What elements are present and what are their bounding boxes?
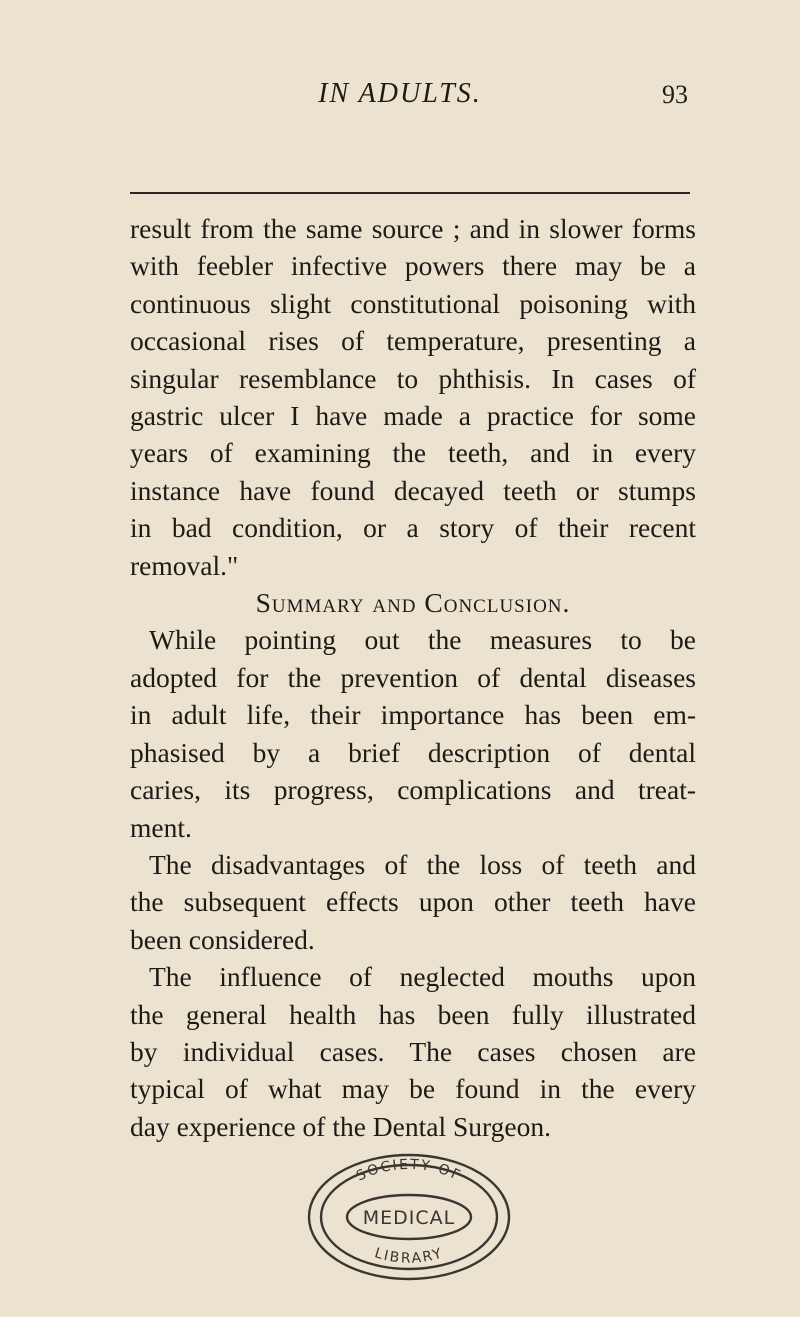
- text-line: with feebler infective powers there may be a: [130, 250, 696, 282]
- text-line: removal.": [130, 549, 239, 581]
- text-line: gastric ulcer I have made a practice for some: [130, 400, 696, 432]
- stamp-bottom-text: LIBRARY: [372, 1245, 446, 1267]
- text-line: occasional rises of temperature, presenting a: [130, 325, 696, 357]
- text-line: typical of what may be found in the every: [130, 1073, 696, 1105]
- running-head: [0, 78, 800, 128]
- text-line: the general health has been fully illustrated: [130, 998, 696, 1030]
- text-line: result from the same source ; and in slower forms: [130, 213, 696, 244]
- text-line: in adult life, their importance has been em-: [130, 699, 696, 731]
- text-line: years of examining the teeth, and in every: [130, 437, 696, 469]
- text-line: been considered.: [130, 923, 315, 955]
- text-line: caries, its progress, complications and treat-: [130, 774, 696, 806]
- header-rule: [130, 192, 690, 194]
- section-heading: Summary and Conclusion.: [255, 587, 571, 619]
- library-stamp: [304, 1150, 514, 1284]
- text-line: adopted for the prevention of dental diseases: [130, 661, 696, 693]
- running-title: IN ADULTS.: [318, 78, 482, 109]
- stamp-center-text: MEDICAL: [362, 1207, 456, 1229]
- text-line: by individual cases. The cases chosen are: [130, 1035, 696, 1067]
- text-line: in bad condition, or a story of their recent: [130, 512, 696, 544]
- page-number: 93: [662, 80, 688, 109]
- text-line: The disadvantages of the loss of teeth and: [149, 848, 696, 880]
- text-line: phasised by a brief description of dental: [130, 736, 696, 768]
- text-line: ment.: [130, 811, 192, 843]
- text-line: While pointing out the measures to be: [149, 624, 696, 656]
- text-line: The influence of neglected mouths upon: [149, 961, 696, 993]
- body-text: [130, 210, 696, 1145]
- text-line: the subsequent effects upon other teeth have: [130, 886, 696, 918]
- text-line: instance have found decayed teeth or stumps: [130, 474, 696, 506]
- text-line: day experience of the Dental Surgeon.: [130, 1110, 551, 1142]
- stamp-top-text: SOCIETY OF: [353, 1156, 465, 1185]
- text-line: continuous slight constitutional poisoning with: [130, 287, 696, 319]
- text-line: singular resemblance to phthisis. In cases of: [130, 362, 696, 394]
